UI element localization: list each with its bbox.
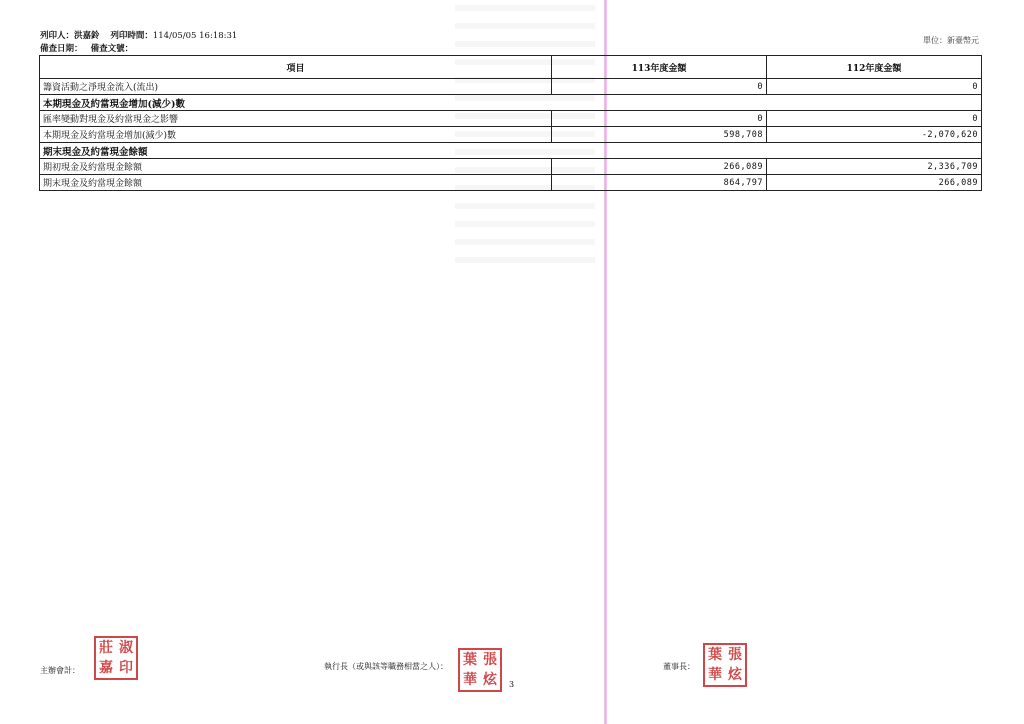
seal-char: 嘉 [99,660,113,676]
section-label: 本期現金及約當現金增加(減少)數 [40,95,982,111]
row-value-113: 266,089 [552,159,767,175]
header-112: 112年度金額 [767,56,982,79]
seal-char: 葉 [463,652,477,668]
row-label: 匯率變動對現金及約當現金之影響 [40,111,552,127]
table-row [40,111,982,127]
accountant-signature-label: 主辦會計： [40,666,80,675]
ceo-seal [458,648,502,692]
row-label: 本期現金及約當現金增加(減少)數 [40,127,552,143]
section-label: 期末現金及約當現金餘額 [40,143,982,159]
table-row [40,159,982,175]
page-number: 3 [509,680,515,689]
row-value-113: 864,797 [552,175,767,191]
row-value-113: 0 [552,111,767,127]
section-row [40,143,982,159]
row-label: 期末現金及約當現金餘額 [40,175,552,191]
section-row [40,95,982,111]
seal-char: 淑 [119,640,133,656]
header-item: 項目 [40,56,552,79]
table-row [40,127,982,143]
currency-unit: 單位：新臺幣元 [923,36,979,45]
seal-char: 華 [708,667,722,683]
table-row [40,175,982,191]
seal-char: 葉 [708,647,722,663]
filing-doc-label: 備查文號： [90,44,134,54]
row-value-112: 0 [767,79,982,95]
row-value-112: 0 [767,111,982,127]
row-label: 期初現金及約當現金餘額 [40,159,552,175]
row-value-112: 2,336,709 [767,159,982,175]
printer-name: 洪嘉鈴 [74,31,100,41]
ceo-signature-label: 執行長（或與該等職務相當之人）： [324,662,448,671]
seal-char: 炫 [483,672,497,688]
filing-date-label: 備查日期： [40,44,83,54]
accountant-seal [94,636,138,680]
header-113: 113年度金額 [552,56,767,79]
cash-flow-table [39,55,982,191]
seal-char: 炫 [728,667,742,683]
chairman-signature-label: 董事長： [663,662,695,671]
print-info-line [40,31,237,42]
print-time: 114/05/05 16:18:31 [152,31,238,41]
printer-label: 列印人： [40,31,75,41]
print-time-label: 列印時間： [110,31,153,41]
seal-char: 張 [728,647,742,663]
seal-char: 華 [463,672,477,688]
seal-char: 印 [119,660,133,676]
filing-info-line [40,44,133,55]
table-header-row [40,56,982,79]
seal-char: 莊 [99,640,113,656]
row-value-112: 266,089 [767,175,982,191]
row-value-113: 0 [552,79,767,95]
seal-char: 張 [483,652,497,668]
table-row [40,79,982,95]
row-value-113: 598,708 [552,127,767,143]
chairman-seal [703,643,747,687]
row-value-112: -2,070,620 [767,127,982,143]
row-label: 籌資活動之淨現金流入(流出) [40,79,552,95]
